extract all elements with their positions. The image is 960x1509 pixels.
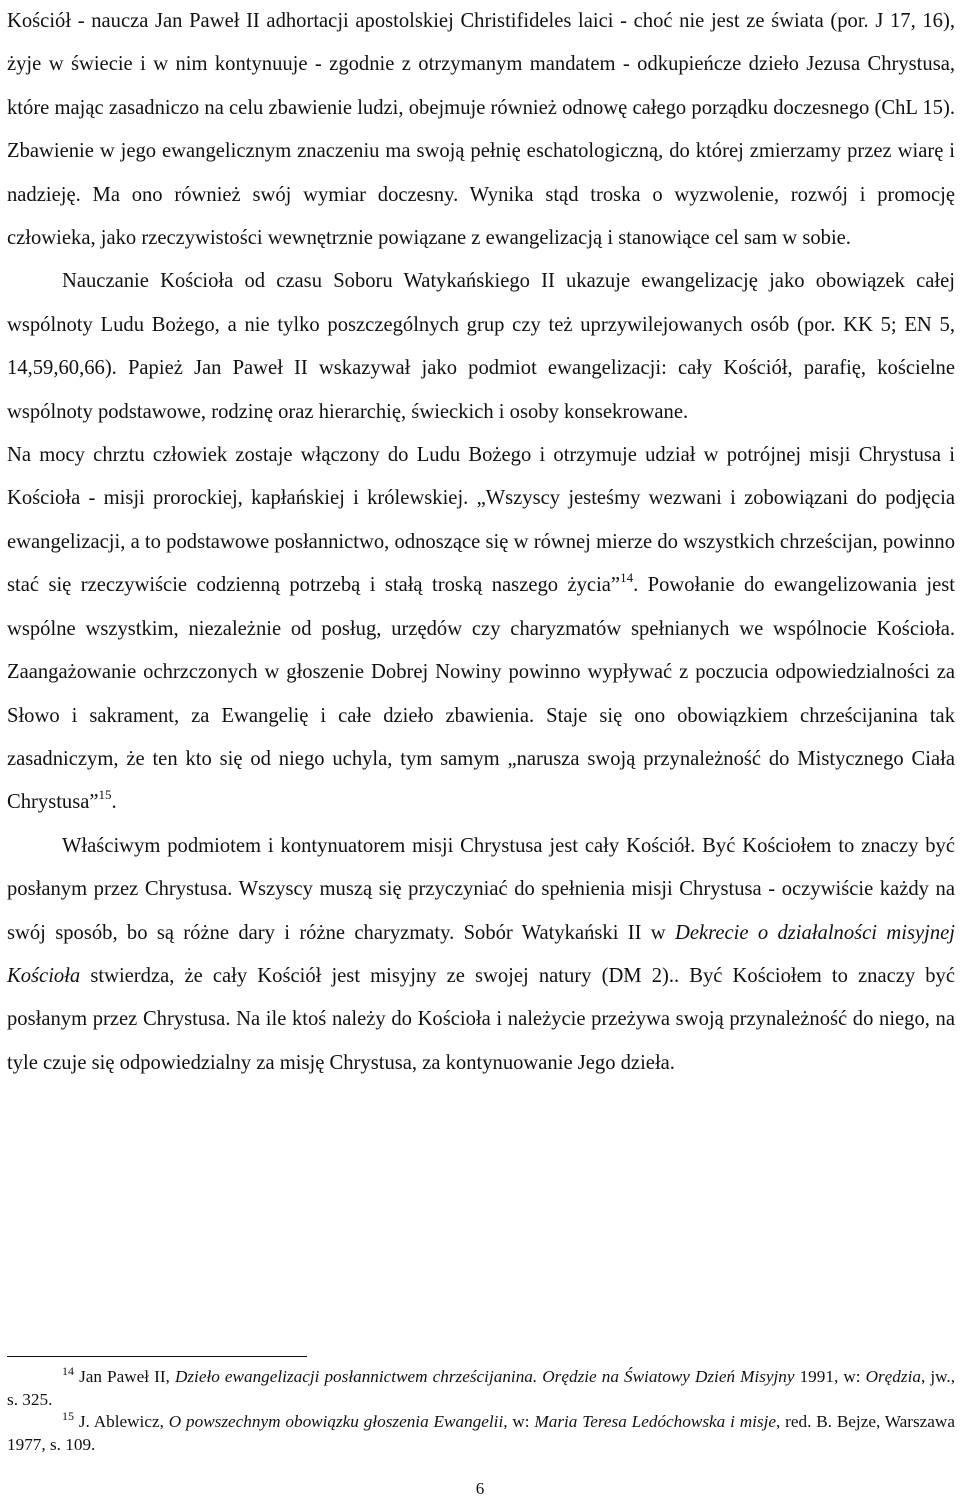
footnote (7, 1411, 955, 1456)
text-run: , red. B. Bejze, Warszawa 1977, s. 109. (7, 1412, 955, 1455)
footnote-marker: 15 (62, 1409, 74, 1424)
text-run: J. Ablewicz, (74, 1412, 169, 1432)
text-run: Właściwym podmiotem i kontynuatorem misji Chrystusa jest cały Kościół. Być Kościołem to znaczy być posłanym przez Chrystusa. Wszyscy muszą się przyczyniać do spełnienia misji Chrystusa - oczywiście każdy na swój sposób, bo są różne dary i różne charyzmaty. Sobór Watykański II w (7, 834, 955, 944)
italic-text: Orędzia (865, 1367, 921, 1386)
text-run: , jw., s. 325. (7, 1367, 955, 1409)
page-number: 6 (475, 1479, 485, 1498)
italic-text: Dzieło ewangelizacji posłannictwem chrześcijanina. Orędzie na Światowy Dzień Misyjny (174, 1367, 795, 1386)
footnote-marker: 14 (620, 570, 634, 586)
text-run: . (111, 791, 117, 814)
footnote (7, 1366, 955, 1411)
paragraph (7, 434, 955, 825)
italic-text: Dekrecie o działalności misyjnej Kościoła (7, 921, 955, 987)
paragraph (7, 260, 955, 434)
paragraph (7, 825, 955, 1085)
text-run: . Powołanie do ewangelizowania jest wspólne wszystkim, niezależnie od posług, urzędów czy charyzmatów spełnianych we wspólnocie Kościoła. Zaangażowanie ochrzczonych w głoszenie Dobrej Nowiny powinno wypływać z poczucia odpowiedzialności za Słowo i sakrament, za Ewangelię i całe dzieło zbawienia. Staje się ono obowiązkiem chrześcijanina tak zasadniczym, że ten kto się od niego uchyla, tym samym „narusza swoją przynależność do Mistycznego Ciała Chrystusa” (7, 574, 955, 814)
body-text (7, 0, 955, 1085)
paragraph (7, 0, 955, 260)
text-run: Na mocy chrztu człowiek zostaje włączony do Ludu Bożego i otrzymuje udział w potrójnej misji Chrystusa i Kościoła - misji prorockiej, kapłańskiej i królewskiej. „Wszyscy jesteśmy wezwani i zobowiązani do podjęcia ewangelizacji, a to podstawowe posłannictwo, odnoszące się w równej mierze do wszystkich chrześcijan, powinno stać się rzeczywiście codzienną potrzebą i stałą troską naszego życia” (7, 444, 955, 597)
footnote-marker: 15 (98, 787, 112, 803)
italic-text: Maria Teresa Ledóchowska i misje (534, 1412, 776, 1432)
italic-text: O powszechnym obowiązku głoszenia Ewangelii, (168, 1412, 508, 1432)
footnotes (7, 1366, 955, 1457)
text-run: Kościół - naucza Jan Paweł II adhortacji apostolskiej Christifideles laici - choć nie jest ze świata (por. J 17, 16), żyje w świecie i w nim kontynuuje - zgodnie z otrzymanym mandatem - odkupieńcze dzieło Jezusa Chrystusa, które mając zasadniczo na celu zbawienie ludzi, obejmuje również odnowę całego porządku doczesnego (ChL 15). Zbawienie w jego ewangelicznym znaczeniu ma swoją pełnię eschatologiczną, do której zmierzamy przez wiarę i nadzieję. Ma ono również swój wymiar doczesny. Wynika stąd troska o wyzwolenie, rozwój i promocję człowieka, jako rzeczywistości wewnętrznie powiązane z ewangelizacją i stanowiące cel sam w sobie. (7, 10, 955, 250)
footnote-separator (7, 1356, 307, 1357)
text-run: stwierdza, że cały Kościół jest misyjny ze swojej natury (DM 2).. Być Kościołem to znaczy być posłanym przez Chrystusa. Na ile ktoś należy do Kościoła i należycie przeżywa swoją przynależność do niego, na tyle czuje się odpowiedzialny za misję Chrystusa, za kontynuowanie Jego dzieła. (7, 964, 955, 1074)
footnote-marker: 14 (62, 1364, 74, 1378)
text-run: Nauczanie Kościoła od czasu Soboru Watykańskiego II ukazuje ewangelizację jako obowiązek całej wspólnoty Ludu Bożego, a nie tylko poszczególnych grup czy też uprzywilejowanych osób (por. KK 5; EN 5, 14,59,60,66). Papież Jan Paweł II wskazywał jako podmiot ewangelizacji: cały Kościół, parafię, kościelne wspólnoty podstawowe, rodzinę oraz hierarchię, świeckich i osoby konsekrowane. (7, 270, 955, 423)
text-run: Jan Paweł II, (74, 1367, 175, 1386)
text-run: w: (507, 1412, 535, 1432)
text-run: 1991, w: (794, 1367, 866, 1386)
